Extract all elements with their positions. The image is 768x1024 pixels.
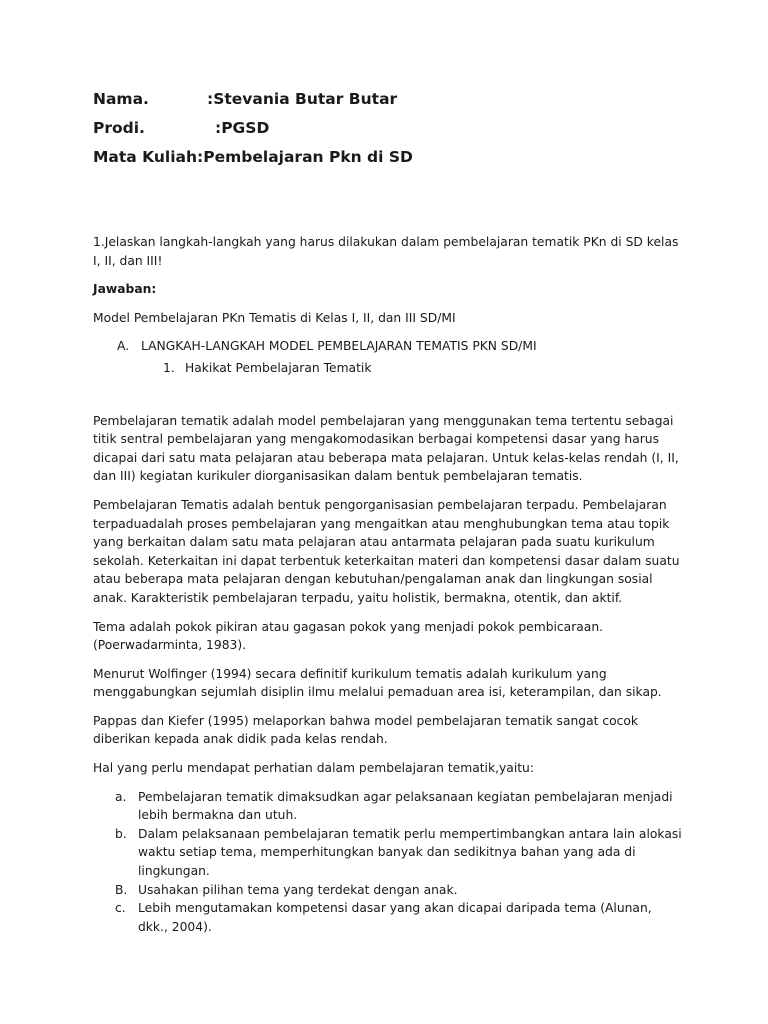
name-value: :Stevania Butar Butar: [207, 90, 398, 108]
student-header: [93, 85, 693, 172]
outline-item-a: [93, 337, 683, 356]
course-label: Mata Kuliah:: [93, 148, 204, 166]
list-marker: a.: [115, 789, 127, 804]
course-row: [93, 143, 693, 172]
list-item-text: Dalam pelaksanaan pembelajaran tematik perlu mempertimbangkan antara lain alokasi waktu setiap tema, memperhitungkan banyak dan sedikitnya bahan yang ada di lingkungan.: [138, 826, 682, 879]
prodi-value: :PGSD: [215, 119, 270, 137]
list-marker: B.: [115, 882, 128, 897]
name-label: Nama.: [93, 90, 149, 108]
list-item-text: Pembelajaran tematik dimaksudkan agar pelaksanaan kegiatan pembelajaran menjadi lebih bermakna dan utuh.: [138, 789, 673, 823]
list-item: [93, 881, 683, 900]
list-item-text: Lebih mengutamakan kompetensi dasar yang akan dicapai daripada tema (Alunan, dkk., 2004).: [138, 901, 652, 934]
list-marker: c.: [115, 901, 126, 916]
list-item: [93, 825, 683, 881]
paragraph: Menurut Wolfinger (1994) secara definitif kurikulum tematis adalah kurikulum yang menggabungkan sejumlah disiplin ilmu melalui pemaduan area isi, keterampilan, dan sikap.: [93, 666, 662, 700]
document-body: [93, 233, 683, 936]
paragraph: Pappas dan Kiefer (1995) melaporkan bahwa model pembelajaran tematik sangat cocok diberikan kepada anak didik pada kelas rendah.: [93, 713, 639, 747]
prodi-label: Prodi.: [93, 119, 145, 137]
outline-1-marker: 1.: [163, 360, 175, 375]
paragraph: Pembelajaran Tematis adalah bentuk pengorganisasian pembelajaran terpadu. Pembelajaran terpaduadalah proses pembelajaran yang mengaitkan atau menghubungkan tema atau topik yang berkaitan dalam satu mata pelajaran atau antarmata pelajaran pada suatu kurikulum sekolah. Keterkaitan ini dapat terbentuk keterkaitan materi dan kompetensi dasar dalam suatu atau beberapa mata pelajaran dengan kebutuhan/pengalaman anak dan lingkungan sosial anak. Karakteristik pembelajaran terpadu, yaitu holistik, bermakna, otentik, dan aktif.: [93, 497, 680, 605]
paragraph: Pembelajaran tematik adalah model pembelajaran yang menggunakan tema tertentu sebagai titik sentral pembelajaran yang mengakomodasikan berbagai kompetensi dasar yang harus dicapai dari satu mata pelajaran atau beberapa mata pelajaran. Untuk kelas-kelas rendah (I, II, dan III) kegiatan kurikuler diorganisasikan dalam bentuk pembelajaran tematis.: [93, 413, 679, 484]
answer-label: Jawaban:: [93, 282, 157, 297]
paragraph: Hal yang perlu mendapat perhatian dalam pembelajaran tematik,yaitu:: [93, 761, 534, 776]
attention-list: [93, 788, 683, 937]
list-marker: b.: [115, 826, 127, 841]
outline-item-1: [93, 359, 683, 378]
list-item: [93, 899, 683, 936]
outline-a-text: LANGKAH-LANGKAH MODEL PEMBELAJARAN TEMATIS PKN SD/MI: [141, 339, 537, 354]
question-text: 1.Jelaskan langkah-langkah yang harus dilakukan dalam pembelajaran tematik PKn di SD kelas I, II, dan III!: [93, 235, 679, 268]
course-value: Pembelajaran Pkn di SD: [203, 148, 413, 166]
list-item-text: Usahakan pilihan tema yang terdekat dengan anak.: [138, 882, 458, 897]
prodi-row: [93, 114, 693, 143]
name-row: [93, 85, 693, 114]
outline-1-text: Hakikat Pembelajaran Tematik: [185, 360, 372, 375]
outline-a-marker: A.: [117, 339, 130, 354]
paragraph: Tema adalah pokok pikiran atau gagasan pokok yang menjadi pokok pembicaraan. (Poerwadarminta, 1983).: [93, 619, 604, 653]
model-title: Model Pembelajaran PKn Tematis di Kelas I, II, dan III SD/MI: [93, 310, 456, 325]
list-item: [93, 788, 683, 825]
